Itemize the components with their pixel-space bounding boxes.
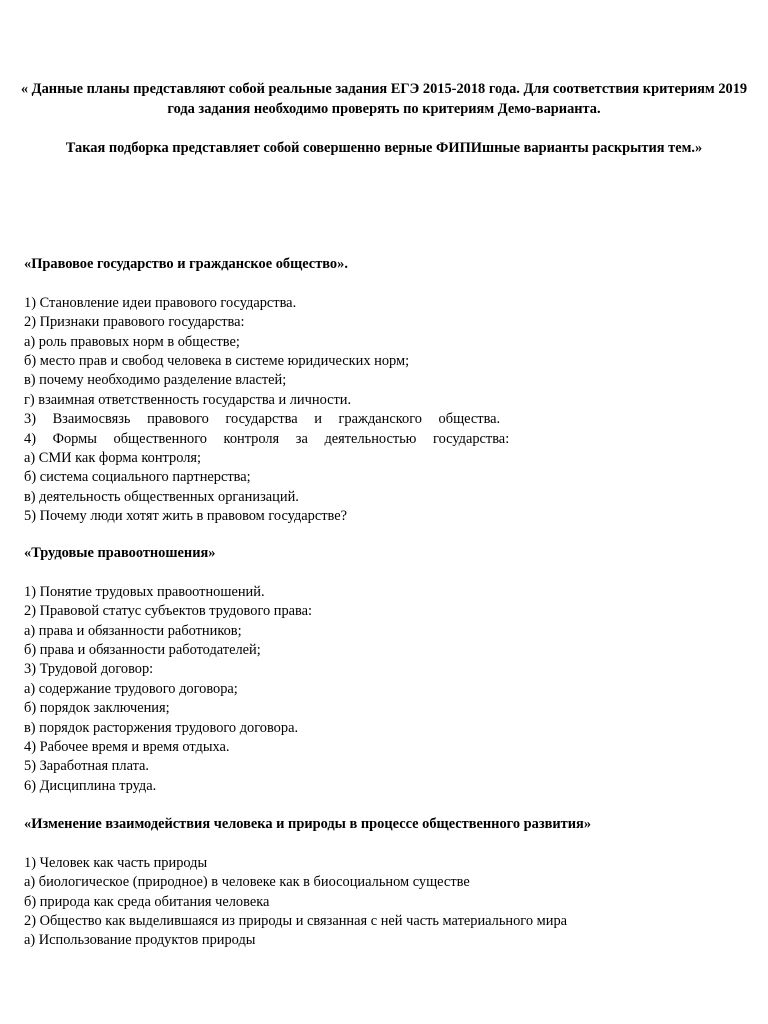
list-item: б) природа как среда обитания человека: [24, 893, 270, 910]
intro-paragraph-2: Такая подборка представляет собой совершенно верные ФИПИшные варианты раскрытия тем.»: [65, 140, 703, 156]
list-item: б) место прав и свобод человека в системе юридических норм;: [24, 353, 410, 370]
list-item: а) Использование продуктов природы: [24, 932, 256, 949]
intro-paragraph-1: « Данные планы представляют собой реальные задания ЕГЭ 2015-2018 года. Для соответствия критериям 2019 года задания необходимо проверять по критериям Демо-варианта.: [20, 81, 748, 117]
list-item: в) почему необходимо разделение властей;: [24, 372, 287, 389]
list-item: г) взаимная ответственность государства и личности.: [24, 391, 352, 408]
list-item: 2) Общество как выделившаяся из природы и связанная с ней часть материального мира: [24, 913, 568, 930]
list-item: 1) Становление идеи правового государства.: [24, 294, 297, 311]
list-item: 5) Заработная плата.: [24, 758, 150, 775]
list-item: а) содержание трудового договора;: [24, 680, 238, 697]
list-item: а) роль правовых норм в обществе;: [24, 333, 240, 350]
list-item: в) порядок расторжения трудового договора.: [24, 719, 299, 736]
section-legal-state: [24, 255, 744, 527]
list-item: 2) Признаки правового государства:: [24, 314, 245, 331]
section-title: «Изменение взаимодействия человека и природы в процессе общественного развития»: [24, 816, 592, 832]
list-item: б) порядок заключения;: [24, 700, 170, 717]
intro-note: [20, 79, 748, 158]
list-item: в) деятельность общественных организаций.: [24, 488, 299, 505]
section-labor-relations: [24, 544, 744, 796]
list-item: 2) Правовой статус субъектов трудового права:: [24, 603, 313, 620]
section-title: «Трудовые правоотношения»: [24, 545, 216, 561]
list-item: 4) Формы общественного контроля за деятельностью государства:: [24, 430, 510, 447]
list-item: 4) Рабочее время и время отдыха.: [24, 739, 230, 756]
list-item: а) биологическое (природное) в человеке как в биосоциальном существе: [24, 874, 470, 891]
list-item: 1) Понятие трудовых правоотношений.: [24, 583, 265, 600]
list-item: б) права и обязанности работодателей;: [24, 642, 261, 659]
list-item: 6) Дисциплина труда.: [24, 777, 157, 794]
list-item: а) права и обязанности работников;: [24, 622, 242, 639]
list-item: 3) Трудовой договор:: [24, 661, 154, 678]
list-item: б) система социального партнерства;: [24, 469, 251, 486]
list-item: 1) Человек как часть природы: [24, 854, 208, 871]
section-human-nature: [24, 815, 744, 951]
list-item: 5) Почему люди хотят жить в правовом государстве?: [24, 508, 348, 525]
section-title: «Правовое государство и гражданское общество».: [24, 256, 348, 272]
list-item: 3) Взаимосвязь правового государства и гражданского общества.: [24, 411, 501, 428]
list-item: а) СМИ как форма контроля;: [24, 450, 202, 467]
